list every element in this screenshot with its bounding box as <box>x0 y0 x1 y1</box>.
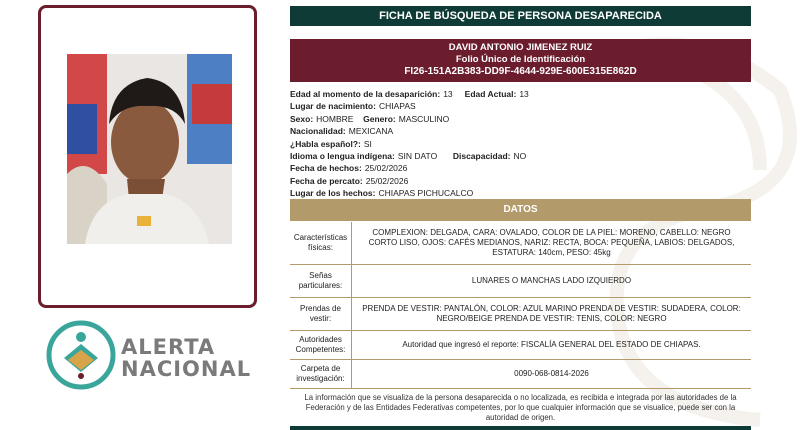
disclaimer-text: La información que se visualiza de la persona desaparecida o no localizada, es recibida e integrada por las autoridades de la Federación y de las Entidades Federativas competentes, por lo que cualquier información que se visualice, puede ser con la autoridad de origen. <box>304 393 737 422</box>
datos-header: DATOS <box>290 199 751 221</box>
page-title: FICHA DE BÚSQUEDA DE PERSONA DESAPARECIDA <box>290 6 751 26</box>
folio-value: FI26-151A2B383-DD9F-4644-929E-600E315E862D <box>404 66 637 77</box>
table-row: Señas particulares: LUNARES O MANCHAS LADO IZQUIERDO <box>290 265 751 298</box>
datos-table <box>290 222 751 389</box>
alerta-nacional-logo <box>46 320 266 392</box>
bottom-bar <box>290 426 751 430</box>
missing-person-photo <box>67 54 232 244</box>
table-row: Carpeta de investigación: 0090-068-0814-2026 <box>290 360 751 389</box>
photo-frame <box>38 5 257 308</box>
person-name-block <box>290 39 751 82</box>
table-row: Prendas de vestir: PRENDA DE VESTIR: PANTALÓN, COLOR: AZUL MARINO PRENDA DE VESTIR: SUDADERA, COLOR: NEGRO/BEIGE PRENDA DE VESTIR: TENIS, COLOR: NEGRO <box>290 298 751 331</box>
info-block: Edad al momento de la desaparición: 13 Edad Actual: 13 Lugar de nacimiento: CHIAPAS Sexo: HOMBRE Genero: MASCULINO Nacionalidad: MEXICANA ¿Habla español?: SI Idioma o lengua indígena: SIN DATO Discapacidad: NO Fecha de hechos: 25/02/2026 Fecha de percato: 25/02/2026 Lugar de los hechos: CHIAPAS PICHUCALCO <box>290 89 529 199</box>
person-name: DAVID ANTONIO JIMENEZ RUIZ <box>448 42 593 53</box>
alerta-nacional-emblem-icon <box>46 320 116 390</box>
alerta-nacional-text: ALERTA NACIONAL <box>121 335 252 381</box>
table-row: Autoridades Competentes: Autoridad que ingresó el reporte: FISCALÍA GENERAL DEL ESTADO DE CHIAPAS. <box>290 331 751 360</box>
table-row: Características físicas: COMPLEXION: DELGADA, CARA: OVALADO, COLOR DE LA PIEL: MORENO, CABELLO: NEGRO CORTO LISO, OJOS: CAFÉS MEDIANOS, NARIZ: RECTA, BOCA: PEQUEÑA, LABIOS: DELGADOS, ESTATURA: 140cm, PESO: 45kg <box>290 222 751 265</box>
folio-label: Folio Único de Identificación <box>455 54 586 65</box>
